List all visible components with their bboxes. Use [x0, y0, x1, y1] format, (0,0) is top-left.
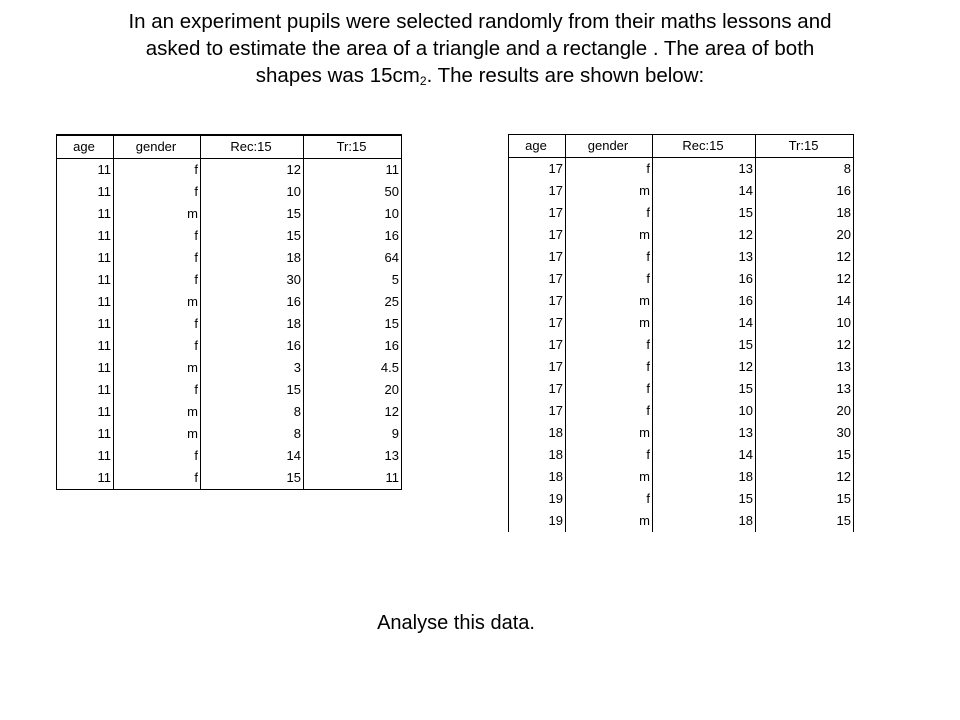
- cell-age: 17: [509, 180, 566, 202]
- table-row: [509, 290, 854, 312]
- cell-gender: f: [566, 488, 653, 510]
- cell-tr: 12: [756, 268, 854, 290]
- cell-rec: 8: [201, 401, 304, 423]
- results-table-right: [508, 134, 854, 532]
- header-rec: Rec:15: [653, 135, 756, 158]
- cell-tr: 8: [756, 158, 854, 181]
- table-row: [57, 313, 402, 335]
- cell-age: 17: [509, 312, 566, 334]
- cell-gender: m: [566, 466, 653, 488]
- cell-tr: 15: [756, 488, 854, 510]
- cell-tr: 20: [756, 400, 854, 422]
- cell-gender: f: [566, 246, 653, 268]
- cell-tr: 13: [756, 356, 854, 378]
- cell-age: 11: [57, 181, 114, 203]
- cell-tr: 12: [756, 334, 854, 356]
- cell-rec: 14: [653, 180, 756, 202]
- cell-gender: f: [566, 356, 653, 378]
- cell-gender: f: [114, 225, 201, 247]
- cell-tr: 10: [756, 312, 854, 334]
- header-tr: Tr:15: [304, 135, 402, 159]
- table-row: [509, 444, 854, 466]
- cell-tr: 30: [756, 422, 854, 444]
- cell-rec: 15: [653, 202, 756, 224]
- cell-age: 11: [57, 357, 114, 379]
- table-row: [57, 203, 402, 225]
- cell-gender: f: [566, 268, 653, 290]
- cell-age: 18: [509, 422, 566, 444]
- cell-age: 17: [509, 400, 566, 422]
- cell-gender: f: [566, 202, 653, 224]
- cell-gender: m: [566, 312, 653, 334]
- cell-tr: 64: [304, 247, 402, 269]
- cell-rec: 10: [201, 181, 304, 203]
- cell-age: 18: [509, 444, 566, 466]
- cell-age: 11: [57, 225, 114, 247]
- cell-tr: 9: [304, 423, 402, 445]
- cell-tr: 15: [756, 510, 854, 532]
- cell-age: 11: [57, 269, 114, 291]
- cell-gender: f: [114, 335, 201, 357]
- cell-tr: 20: [304, 379, 402, 401]
- cell-gender: m: [114, 203, 201, 225]
- cell-gender: m: [114, 423, 201, 445]
- cell-age: 17: [509, 290, 566, 312]
- cell-tr: 12: [304, 401, 402, 423]
- header-gender: gender: [114, 135, 201, 159]
- cell-age: 11: [57, 313, 114, 335]
- cell-age: 17: [509, 356, 566, 378]
- cell-age: 19: [509, 510, 566, 532]
- table-row: [57, 335, 402, 357]
- cell-tr: 16: [756, 180, 854, 202]
- table-row: [509, 334, 854, 356]
- table-row: [57, 291, 402, 313]
- table-row: [509, 510, 854, 532]
- table-row: [509, 202, 854, 224]
- cell-rec: 18: [653, 510, 756, 532]
- table-row: [57, 225, 402, 247]
- cell-rec: 13: [653, 158, 756, 181]
- cell-rec: 15: [201, 203, 304, 225]
- cell-rec: 12: [201, 159, 304, 182]
- cell-age: 11: [57, 445, 114, 467]
- cell-rec: 14: [653, 444, 756, 466]
- cell-gender: f: [114, 269, 201, 291]
- cell-age: 17: [509, 224, 566, 246]
- cell-gender: f: [566, 444, 653, 466]
- squared-superscript: 2: [419, 74, 427, 88]
- table-row: [509, 488, 854, 510]
- cell-gender: f: [114, 181, 201, 203]
- cell-rec: 15: [201, 467, 304, 490]
- cell-age: 11: [57, 423, 114, 445]
- table-row: [509, 422, 854, 444]
- cell-gender: f: [566, 400, 653, 422]
- cell-age: 17: [509, 158, 566, 181]
- intro-text: [0, 8, 960, 89]
- cell-tr: 16: [304, 225, 402, 247]
- cell-tr: 13: [304, 445, 402, 467]
- table-header-row: [509, 135, 854, 158]
- cell-gender: m: [566, 510, 653, 532]
- table-row: [509, 180, 854, 202]
- cell-tr: 15: [304, 313, 402, 335]
- cell-age: 17: [509, 246, 566, 268]
- cell-age: 11: [57, 379, 114, 401]
- cell-tr: 18: [756, 202, 854, 224]
- cell-age: 11: [57, 247, 114, 269]
- cell-rec: 18: [201, 313, 304, 335]
- table-row: [509, 466, 854, 488]
- table-row: [509, 246, 854, 268]
- cell-gender: m: [566, 290, 653, 312]
- cell-tr: 13: [756, 378, 854, 400]
- cell-rec: 15: [201, 379, 304, 401]
- table-row: [509, 224, 854, 246]
- cell-rec: 13: [653, 246, 756, 268]
- header-age: age: [509, 135, 566, 158]
- cell-gender: f: [114, 159, 201, 182]
- header-age: age: [57, 135, 114, 159]
- cell-tr: 14: [756, 290, 854, 312]
- cell-rec: 12: [653, 356, 756, 378]
- cell-gender: m: [566, 180, 653, 202]
- cell-rec: 8: [201, 423, 304, 445]
- cell-tr: 15: [756, 444, 854, 466]
- table-row: [57, 445, 402, 467]
- cell-age: 11: [57, 291, 114, 313]
- cell-gender: m: [566, 224, 653, 246]
- cell-rec: 16: [653, 290, 756, 312]
- cell-gender: f: [114, 445, 201, 467]
- cell-tr: 16: [304, 335, 402, 357]
- cell-gender: f: [114, 247, 201, 269]
- table-row: [57, 423, 402, 445]
- cell-rec: 18: [201, 247, 304, 269]
- cell-gender: m: [114, 357, 201, 379]
- table-row: [509, 400, 854, 422]
- cell-rec: 16: [201, 291, 304, 313]
- table-row: [57, 159, 402, 182]
- table-row: [509, 356, 854, 378]
- table-row: [57, 357, 402, 379]
- cell-age: 11: [57, 203, 114, 225]
- header-rec: Rec:15: [201, 135, 304, 159]
- cell-gender: f: [114, 467, 201, 490]
- cell-tr: 11: [304, 159, 402, 182]
- table-row: [509, 158, 854, 181]
- intro-line-3-end: . The results are shown below:: [426, 64, 705, 87]
- cell-age: 17: [509, 378, 566, 400]
- cell-tr: 20: [756, 224, 854, 246]
- cell-rec: 16: [201, 335, 304, 357]
- cell-age: 17: [509, 334, 566, 356]
- intro-line-2: asked to estimate the area of a triangle and a rectangle . The area of both: [145, 37, 815, 60]
- cell-age: 19: [509, 488, 566, 510]
- results-table-left: [56, 134, 402, 490]
- cell-rec: 13: [653, 422, 756, 444]
- cell-rec: 15: [201, 225, 304, 247]
- cell-tr: 5: [304, 269, 402, 291]
- cell-rec: 30: [201, 269, 304, 291]
- cell-tr: 50: [304, 181, 402, 203]
- cell-age: 11: [57, 159, 114, 182]
- cell-tr: 10: [304, 203, 402, 225]
- cell-gender: f: [566, 334, 653, 356]
- cell-rec: 3: [201, 357, 304, 379]
- table-row: [57, 467, 402, 490]
- cell-tr: 4.5: [304, 357, 402, 379]
- cell-tr: 11: [304, 467, 402, 490]
- cell-rec: 16: [653, 268, 756, 290]
- cell-age: 18: [509, 466, 566, 488]
- cell-age: 11: [57, 467, 114, 490]
- cell-gender: f: [566, 378, 653, 400]
- cell-tr: 12: [756, 246, 854, 268]
- table-row: [509, 312, 854, 334]
- header-gender: gender: [566, 135, 653, 158]
- intro-line-3: [0, 62, 960, 89]
- header-tr: Tr:15: [756, 135, 854, 158]
- cell-age: 11: [57, 335, 114, 357]
- cell-rec: 18: [653, 466, 756, 488]
- cell-rec: 12: [653, 224, 756, 246]
- table-row: [57, 269, 402, 291]
- analyse-prompt: Analyse this data.: [377, 612, 535, 634]
- cell-age: 11: [57, 401, 114, 423]
- table-row: [57, 379, 402, 401]
- cell-rec: 15: [653, 334, 756, 356]
- cell-rec: 14: [653, 312, 756, 334]
- cell-rec: 15: [653, 488, 756, 510]
- cell-tr: 25: [304, 291, 402, 313]
- table-row: [509, 378, 854, 400]
- intro-line-1: In an experiment pupils were selected randomly from their maths lessons and: [128, 10, 832, 33]
- cell-gender: m: [114, 291, 201, 313]
- cell-rec: 14: [201, 445, 304, 467]
- cell-age: 17: [509, 202, 566, 224]
- table-header-row: [57, 135, 402, 159]
- table-row: [57, 401, 402, 423]
- table-row: [57, 181, 402, 203]
- table-row: [509, 268, 854, 290]
- cell-gender: m: [566, 422, 653, 444]
- cell-tr: 12: [756, 466, 854, 488]
- cell-gender: f: [114, 379, 201, 401]
- table-row: [57, 247, 402, 269]
- intro-line-3-start: shapes was 15cm: [255, 64, 420, 87]
- cell-gender: m: [114, 401, 201, 423]
- cell-age: 17: [509, 268, 566, 290]
- cell-rec: 10: [653, 400, 756, 422]
- cell-gender: f: [566, 158, 653, 181]
- cell-gender: f: [114, 313, 201, 335]
- cell-rec: 15: [653, 378, 756, 400]
